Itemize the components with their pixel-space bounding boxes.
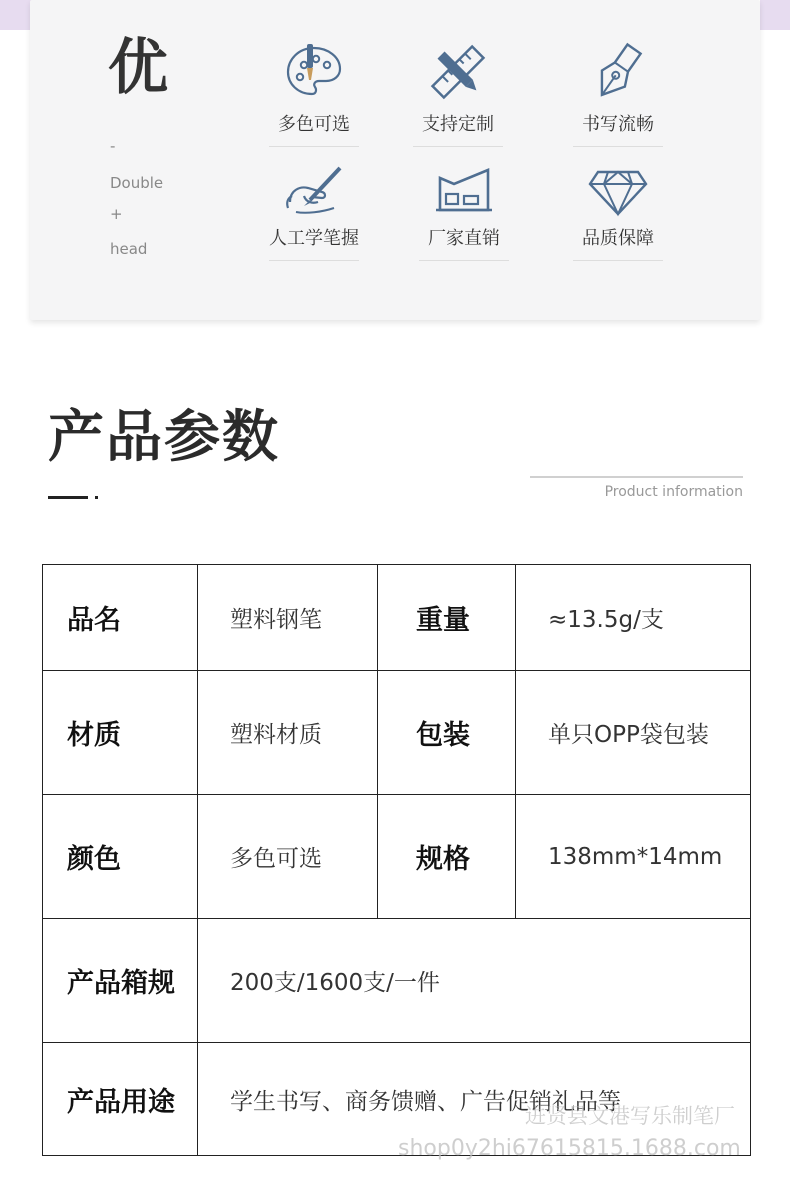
feature-label: 人工学笔握 [269, 228, 359, 249]
param-key: 规格 [378, 795, 516, 919]
param-value: 塑料钢笔 [198, 565, 378, 671]
title-underline-dot [95, 496, 98, 499]
divider [269, 260, 359, 261]
feature-smooth [570, 40, 666, 147]
param-value: 学生书写、商务馈赠、广告促销礼品等 [198, 1043, 751, 1156]
table-row [43, 671, 751, 795]
ruler-pencil-icon [428, 40, 488, 104]
param-value: 塑料材质 [198, 671, 378, 795]
feature-ergonomic [266, 162, 362, 261]
divider [573, 260, 663, 261]
param-key: 产品用途 [43, 1043, 198, 1156]
feature-sub-plus: + [110, 205, 123, 223]
param-key: 重量 [378, 565, 516, 671]
watermark-shop-name: 进贤县文港写乐制笔厂 [525, 1104, 735, 1128]
param-key: 包装 [378, 671, 516, 795]
subtitle-rule [530, 476, 743, 478]
feature-multicolor [266, 40, 362, 147]
feature-custom [410, 40, 506, 147]
title-underline [48, 496, 88, 499]
param-key: 产品箱规 [43, 919, 198, 1043]
pen-nib-icon [588, 40, 648, 104]
divider [573, 146, 663, 147]
hand-holding-pen-icon [282, 162, 346, 218]
section-subtitle: Product information [604, 484, 743, 500]
feature-factory [416, 162, 512, 261]
feature-sub-dash: - [110, 137, 116, 155]
feature-label: 品质保障 [582, 228, 654, 249]
divider [413, 146, 503, 147]
param-value: 多色可选 [198, 795, 378, 919]
table-row [43, 795, 751, 919]
palette-brush-icon [284, 40, 344, 104]
feature-label: 书写流畅 [582, 114, 654, 135]
section-title: 产品参数 [48, 405, 280, 470]
table-row [43, 565, 751, 671]
param-key: 品名 [43, 565, 198, 671]
feature-sub-double: Double [110, 174, 164, 192]
top-accent-left [0, 0, 32, 30]
param-key: 颜色 [43, 795, 198, 919]
param-value: 单只OPP袋包装 [516, 671, 751, 795]
param-value: ≈13.5g/支 [516, 565, 751, 671]
divider [269, 146, 359, 147]
diamond-icon [588, 162, 648, 218]
feature-headline: 优 [108, 33, 168, 103]
feature-card [30, 0, 760, 320]
feature-label: 多色可选 [278, 114, 350, 135]
param-value: 138mm*14mm [516, 795, 751, 919]
watermark-shop-url: shop0y2hi67615815.1688.com [398, 1136, 741, 1161]
param-key: 材质 [43, 671, 198, 795]
feature-label: 厂家直销 [428, 228, 500, 249]
param-value: 200支/1600支/一件 [198, 919, 751, 1043]
feature-sub-head: head [110, 240, 148, 258]
table-row [43, 919, 751, 1043]
feature-label: 支持定制 [422, 114, 494, 135]
factory-icon [434, 162, 494, 218]
params-table [42, 564, 751, 1156]
feature-quality [570, 162, 666, 261]
divider [419, 260, 509, 261]
top-accent-right [760, 0, 790, 30]
